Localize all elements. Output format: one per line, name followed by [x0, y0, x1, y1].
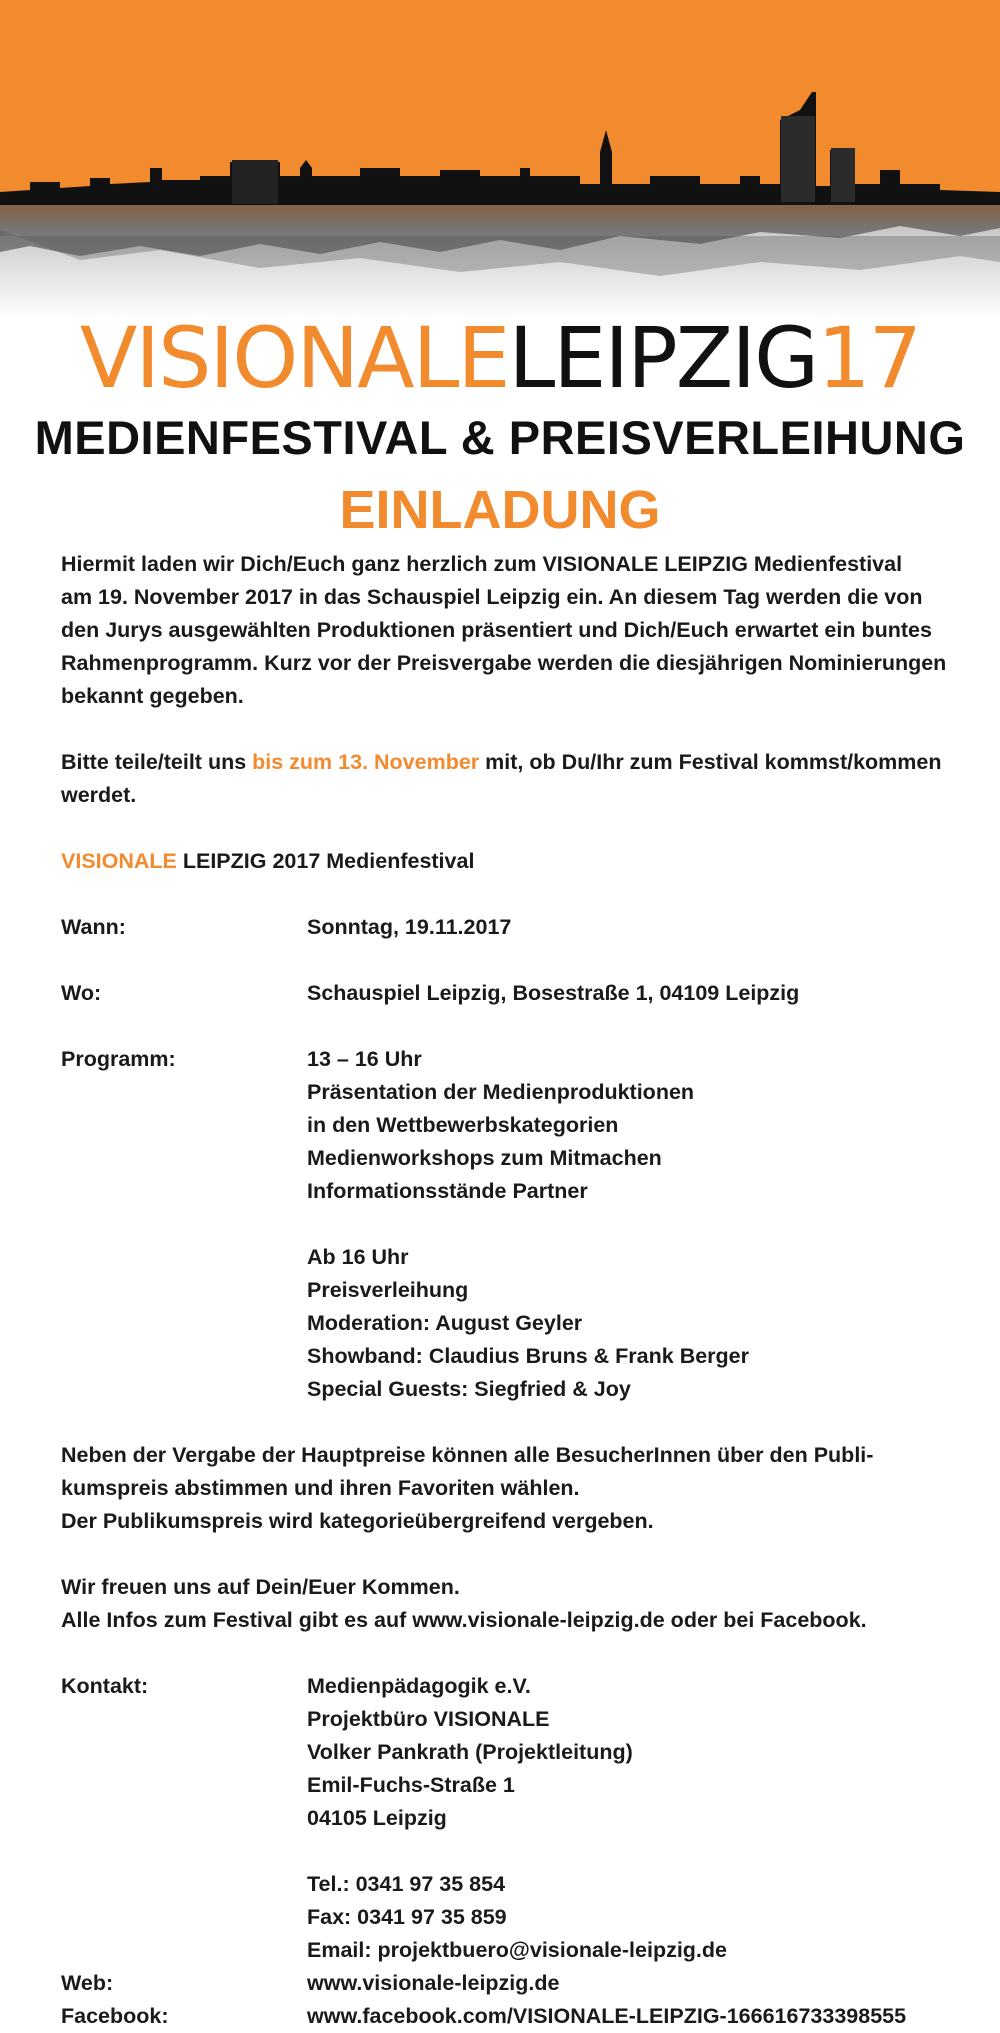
contact-line: Emil-Fuchs-Straße 1 — [307, 1773, 515, 1797]
contact-phone: Tel.: 0341 97 35 854 — [307, 1872, 506, 1896]
program-item: Medienworkshops zum Mitmachen — [307, 1146, 662, 1170]
brand-year: 17 — [817, 309, 921, 407]
leipzig-skyline-illustration — [0, 0, 1000, 330]
program-item: Showband: Claudius Bruns & Frank Berger — [307, 1344, 749, 1368]
detail-when — [61, 911, 961, 944]
rsvp-paragraph — [61, 746, 961, 812]
rsvp-deadline: bis zum 13. November — [252, 750, 480, 774]
closing-line: Wir freuen uns auf Dein/Euer Kommen. — [61, 1575, 460, 1599]
closing-line: Alle Infos zum Festival gibt es auf www.visionale-leipzig.de oder bei Facebook. — [61, 1608, 867, 1632]
contact-fax: Fax: 0341 97 35 859 — [307, 1905, 507, 1929]
event-heading — [61, 845, 961, 878]
closing-paragraph — [61, 1571, 961, 1637]
contact-line: Projektbüro VISIONALE — [307, 1707, 550, 1731]
program-item: 13 – 16 Uhr — [307, 1047, 422, 1071]
when-label: Wann: — [61, 915, 126, 939]
event-heading-rest: LEIPZIG 2017 Medienfestival — [176, 849, 475, 873]
web-row — [61, 1967, 961, 2000]
subtitle: MEDIENFESTIVAL & PREISVERLEIHUNG — [34, 411, 966, 464]
header-banner — [0, 0, 1000, 330]
rsvp-text: Bitte teile/teilt uns — [61, 750, 253, 774]
intro-line: bekannt gegeben. — [61, 684, 244, 708]
audience-line: Neben der Vergabe der Hauptpreise können alle BesucherInnen über den Publi- — [61, 1443, 874, 1467]
facebook-label: Facebook: — [61, 2004, 169, 2028]
when-value: Sonntag, 19.11.2017 — [307, 915, 512, 939]
intro-line: Hiermit laden wir Dich/Euch ganz herzlich zum VISIONALE LEIPZIG Medienfestival — [61, 552, 903, 576]
program-item: Special Guests: Siegfried & Joy — [307, 1377, 631, 1401]
brand-leipzig: LEIPZIG — [508, 309, 818, 407]
audience-line: kumspreis abstimmen und ihren Favoriten wählen. — [61, 1476, 580, 1500]
event-heading-brand: VISIONALE — [61, 849, 177, 873]
audience-paragraph — [61, 1439, 961, 1538]
audience-line: Der Publikumspreis wird kategorieübergreifend vergeben. — [61, 1509, 654, 1533]
intro-line: am 19. November 2017 in das Schauspiel Leipzig ein. An diesem Tag werden die von — [61, 585, 923, 609]
intro-paragraph — [61, 548, 961, 713]
program-item: Ab 16 Uhr — [307, 1245, 409, 1269]
intro-line: Rahmenprogramm. Kurz vor der Preisvergabe werden die diesjährigen Nominierungen — [61, 651, 947, 675]
invitation-heading: EINLADUNG — [339, 480, 661, 540]
program-item: Preisverleihung — [307, 1278, 469, 1302]
program-item: Informationsstände Partner — [307, 1179, 588, 1203]
facebook-link: www.facebook.com/VISIONALE-LEIPZIG-166616733398555 — [307, 2004, 907, 2028]
event-brand-title — [0, 309, 1000, 407]
contact-block — [61, 1670, 961, 1967]
rsvp-text: werdet. — [61, 783, 137, 807]
program-item: Moderation: August Geyler — [307, 1311, 583, 1335]
web-label: Web: — [61, 1971, 114, 1995]
brand-visionale: VISIONALE — [79, 309, 509, 407]
contact-line: Medienpädagogik e.V. — [307, 1674, 531, 1698]
facebook-row — [61, 2000, 961, 2033]
program-label: Programm: — [61, 1047, 176, 1071]
web-link: www.visionale-leipzig.de — [307, 1971, 560, 1995]
where-label: Wo: — [61, 981, 102, 1005]
program-item: Präsentation der Medienproduktionen — [307, 1080, 695, 1104]
detail-program — [61, 1043, 961, 1406]
contact-email: Email: projektbuero@visionale-leipzig.de — [307, 1938, 727, 1962]
contact-line: 04105 Leipzig — [307, 1806, 447, 1830]
where-value: Schauspiel Leipzig, Bosestraße 1, 04109 Leipzig — [307, 981, 800, 1005]
rsvp-text: mit, ob Du/Ihr zum Festival kommst/kommen — [479, 750, 942, 774]
invitation-body — [61, 548, 961, 2033]
detail-where — [61, 977, 961, 1010]
contact-label: Kontakt: — [61, 1674, 149, 1698]
contact-line: Volker Pankrath (Projektleitung) — [307, 1740, 633, 1764]
program-item: in den Wettbewerbskategorien — [307, 1113, 619, 1137]
intro-line: den Jurys ausgewählten Produktionen präsentiert und Dich/Euch erwartet ein buntes — [61, 618, 932, 642]
